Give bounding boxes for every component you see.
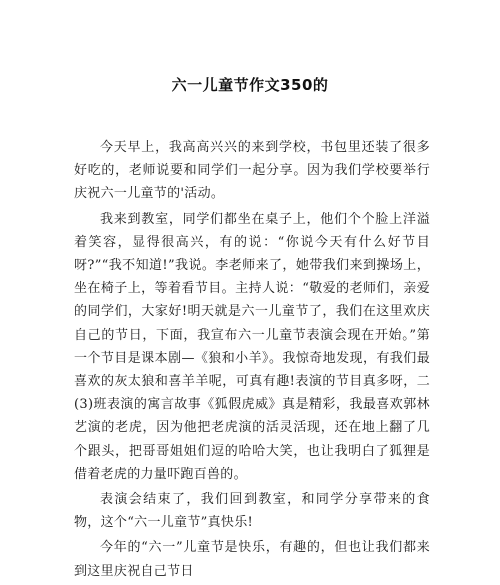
paragraph-2: 我来到教室，同学们都坐在桌子上，他们个个脸上洋溢着笑容，显得很高兴，有的说：“你说今天有什么好节目呀?”“我不知道!”我说。李老师来了，她带我们来到操场上，坐在椅子上，等着看节目。主持人说：“敬爱的老师们，亲爱的同学们，大家好!明天就是六一儿童节了，我们在这里欢庆自己的节日，下面，我宣布六一儿童节表演会现在开始。”第一个节目是课本剧—《狼和小羊》。我惊奇地发现，有我们最喜欢的灰太狼和喜羊羊呢，可真有趣!表演的节目真多呀，二(3)班表演的寓言故事《狐假虎威》真是精彩，我最喜欢郭林艺演的老虎，因为他把老虎演的活灵活现，还在地上翻了几个跟头，把哥哥姐姐们逗的哈哈大笑，也让我明白了狐狸是借着老虎的力量吓跑百兽的。 — [74, 211, 430, 482]
paragraph-3: 表演会结束了，我们回到教室，和同学分享带来的食物，这个“六一儿童节”真快乐! — [74, 492, 430, 531]
paragraph-4: 今年的“六一”儿童节是快乐，有趣的，但也让我们都来到这里庆祝自己节日 — [74, 540, 430, 579]
document-body — [74, 136, 430, 585]
paragraph-1: 今天早上，我高高兴兴的来到学校，书包里还装了很多好吃的，老师说要和同学们一起分享。因为我们学校要举行庆祝六一儿童节的'活动。 — [74, 140, 430, 202]
document-title: 六一儿童节作文350的 — [171, 76, 329, 94]
